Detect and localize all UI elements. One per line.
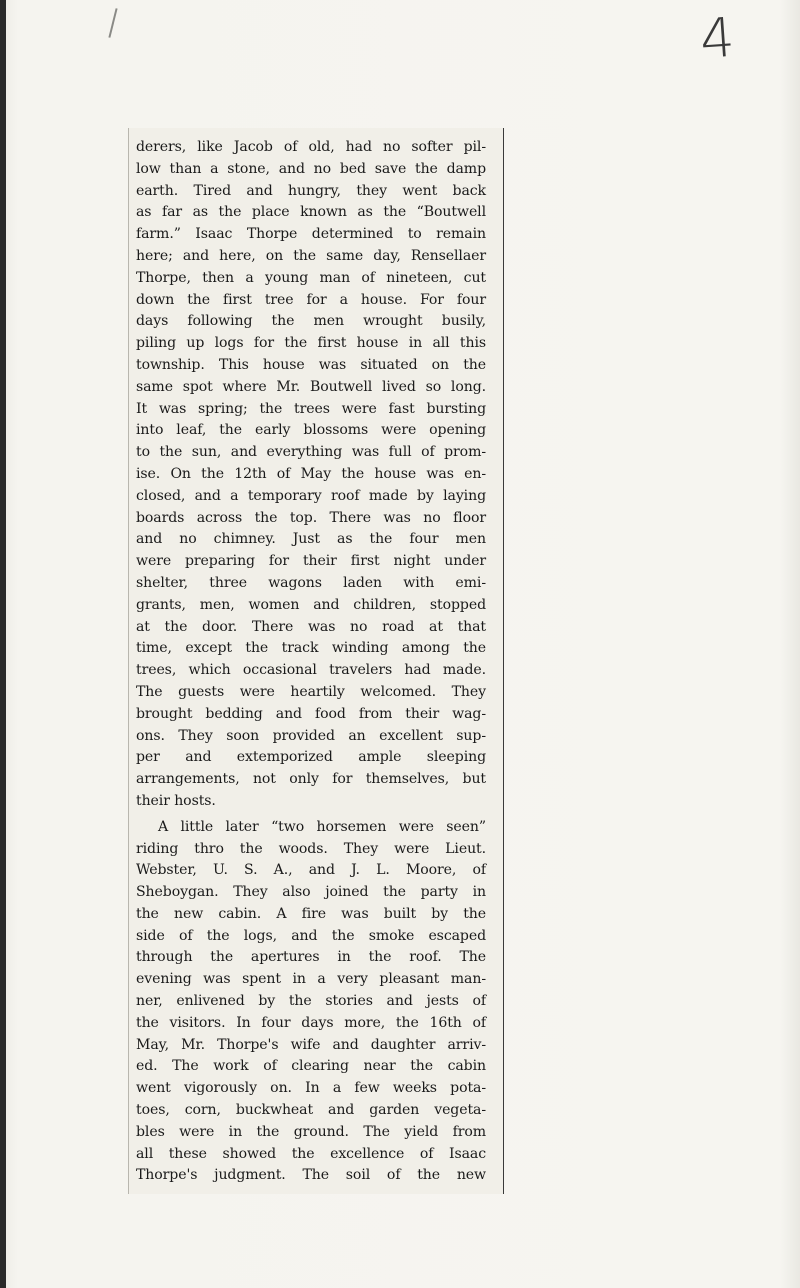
article-column — [136, 137, 486, 1187]
scan-edge — [0, 0, 6, 1288]
text-line: here; and here, on the same day, Rensellaer — [136, 247, 486, 264]
text-line: May, Mr. Thorpe's wife and daughter arriv- — [136, 1036, 486, 1053]
text-line: ons. They soon provided an excellent sup- — [136, 727, 486, 744]
text-line: evening was spent in a very pleasant man- — [136, 971, 486, 988]
text-line: to the sun, and everything was full of prom- — [136, 444, 486, 461]
text-line: down the first tree for a house. For four — [136, 291, 486, 308]
text-line: boards across the top. There was no floor — [136, 509, 486, 526]
text-line: their hosts. — [136, 792, 216, 809]
text-line: side of the logs, and the smoke escaped — [136, 927, 486, 944]
text-line: shelter, three wagons laden with emi- — [136, 574, 486, 591]
scan-mark — [108, 8, 117, 38]
text-line: at the door. There was no road at that — [136, 618, 486, 635]
text-line: through the apertures in the roof. The — [136, 949, 486, 966]
paragraph-1 — [136, 137, 486, 813]
text-line: the new cabin. A fire was built by the — [136, 905, 486, 922]
text-line: township. This house was situated on the — [136, 356, 486, 373]
text-line: same spot where Mr. Boutwell lived so long. — [136, 378, 486, 395]
text-line: toes, corn, buckwheat and garden vegeta- — [136, 1102, 486, 1119]
text-line: bles were in the ground. The yield from — [136, 1123, 486, 1140]
text-line: The guests were heartily welcomed. They — [136, 683, 486, 700]
text-line: into leaf, the early blossoms were opening — [136, 422, 486, 439]
text-line: trees, which occasional travelers had made. — [136, 662, 486, 679]
text-line: went vigorously on. In a few weeks pota- — [136, 1080, 486, 1097]
page-number: 4 — [697, 5, 737, 72]
text-line: Thorpe, then a young man of nineteen, cut — [136, 269, 486, 286]
text-line: all these showed the excellence of Isaac — [136, 1145, 486, 1162]
text-line: A little later “two horsemen were seen” — [158, 818, 486, 835]
text-line: were preparing for their first night under — [136, 553, 486, 570]
text-line: ner, enlivened by the stories and jests of — [136, 993, 486, 1010]
text-line: and no chimney. Just as the four men — [136, 531, 486, 548]
text-line: grants, men, women and children, stopped — [136, 596, 486, 613]
text-line: per and extemporized ample sleeping — [136, 749, 486, 766]
text-line: Thorpe's judgment. The soil of the new — [136, 1167, 486, 1184]
text-line: Webster, U. S. A., and J. L. Moore, of — [136, 862, 486, 879]
text-line: ise. On the 12th of May the house was en- — [136, 465, 486, 482]
text-line: the visitors. In four days more, the 16th of — [136, 1014, 486, 1031]
text-line: closed, and a temporary roof made by laying — [136, 487, 486, 504]
text-line: riding thro the woods. They were Lieut. — [136, 840, 486, 857]
text-line: farm.” Isaac Thorpe determined to remain — [136, 226, 486, 243]
paragraph-2 — [136, 817, 486, 1188]
text-line: derers, like Jacob of old, had no softer pil- — [136, 139, 486, 155]
text-line: as far as the place known as the “Boutwell — [136, 204, 486, 221]
text-line: time, except the track winding among the — [136, 640, 486, 657]
text-line: earth. Tired and hungry, they went back — [136, 182, 486, 199]
text-line: low than a stone, and no bed save the damp — [136, 160, 486, 177]
text-line: It was spring; the trees were fast bursting — [136, 400, 486, 417]
text-line: days following the men wrought busily, — [136, 313, 486, 330]
text-line: Sheboygan. They also joined the party in — [136, 884, 486, 901]
text-line: arrangements, not only for themselves, but — [136, 771, 486, 788]
text-line: ed. The work of clearing near the cabin — [136, 1058, 486, 1075]
text-line: piling up logs for the first house in all this — [136, 335, 486, 352]
text-line: brought bedding and food from their wag- — [136, 705, 486, 722]
